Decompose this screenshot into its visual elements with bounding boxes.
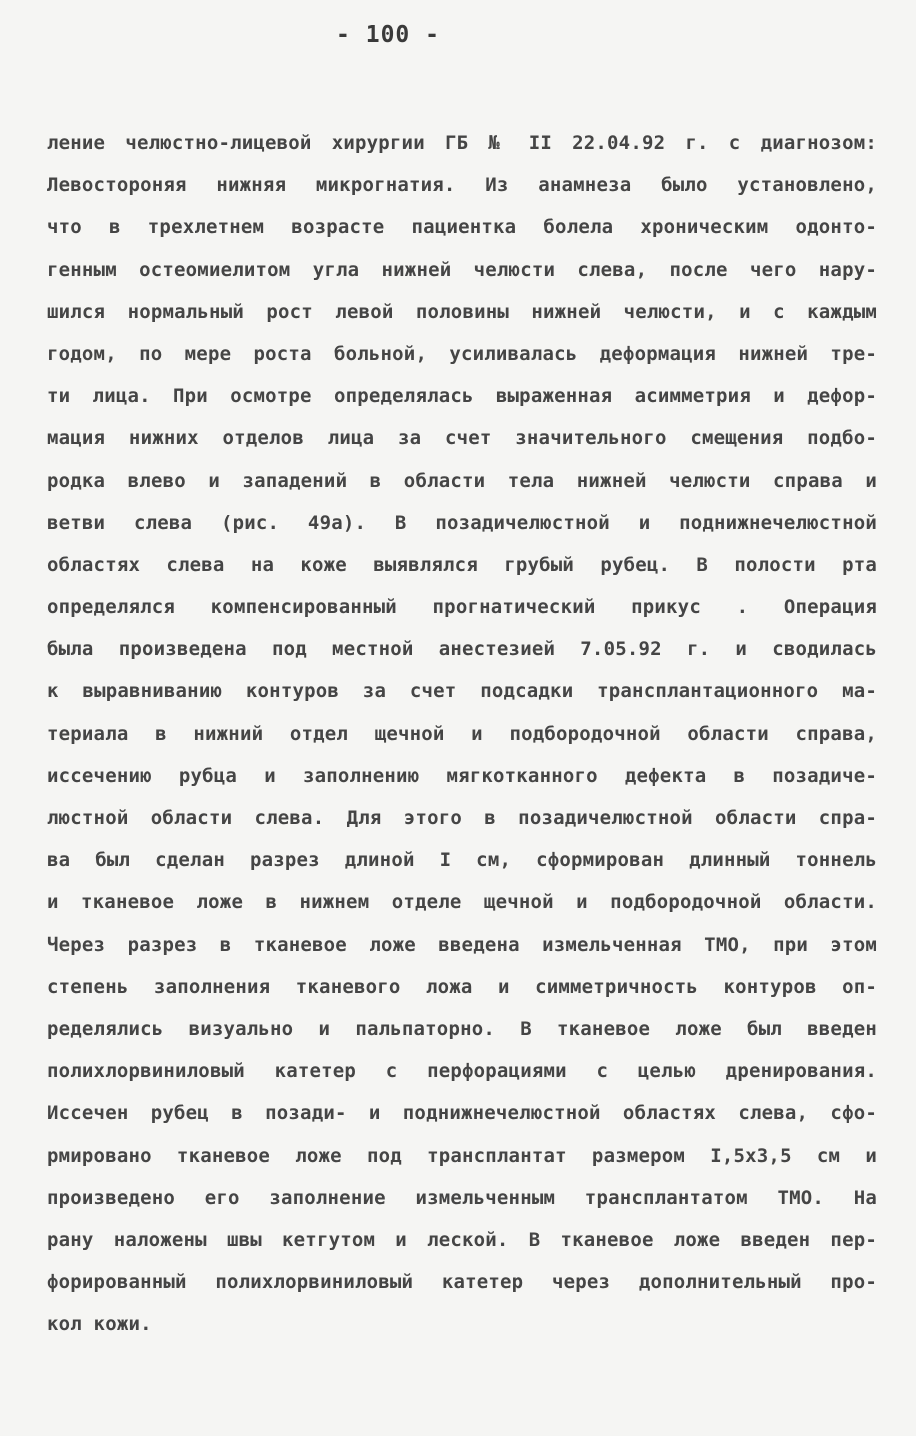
text-line: Иссечен рубец в позади- и поднижнечелюстной областях слева, сфо-: [47, 1102, 877, 1125]
text-line: рану наложены швы кетгутом и леской. В тканевое ложе введен пер-: [47, 1228, 877, 1251]
text-line: териала в нижний отдел щечной и подбородочной области справа,: [47, 722, 877, 745]
text-line: была произведена под местной анестезией 7.05.92 г. и сводилась: [47, 638, 877, 661]
text-line: ва был сделан разрез длиной I см, сформирован длинный тоннель: [47, 849, 877, 872]
text-line: кол кожи.: [47, 1313, 152, 1336]
text-line: люстной области слева. Для этого в позадичелюстной области спра-: [47, 807, 877, 829]
text-line: генным остеомиелитом угла нижней челюсти слева, после чего нару-: [47, 258, 877, 281]
text-line: ределялись визуально и пальпаторно. В тканевое ложе был введен: [47, 1017, 877, 1040]
text-line: произведено его заполнение измельченным трансплантатом ТМО. На: [47, 1186, 877, 1209]
text-line: степень заполнения тканевого ложа и симметричность контуров оп-: [47, 975, 877, 998]
text-line: форированный полихлорвиниловый катетер через дополнительный про-: [47, 1271, 877, 1294]
text-line: Через разрез в тканевое ложе введена измельченная ТМО, при этом: [47, 933, 877, 956]
text-line: и тканевое ложе в нижнем отделе щечной и подбородочной области.: [47, 891, 877, 914]
text-line: ление челюстно-лицевой хирургии ГБ № II 22.04.92 г. с диагнозом:: [47, 132, 877, 154]
text-line: полихлорвиниловый катетер с перфорациями с целью дренирования.: [47, 1060, 877, 1083]
text-line: годом, по мере роста больной, усиливалась деформация нижней тре-: [47, 342, 877, 365]
text-line: ветви слева (рис. 49а). В позадичелюстной и поднижнечелюстной: [47, 511, 877, 534]
text-line: рмировано тканевое ложе под трансплантат размером I,5х3,5 см и: [47, 1144, 877, 1167]
text-line: шился нормальный рост левой половины нижней челюсти, и с каждым: [47, 300, 877, 323]
text-line: Левостороняя нижняя микрогнатия. Из анамнеза было установлено,: [47, 174, 877, 197]
text-line: определялся компенсированный прогнатический прикус . Операция: [47, 596, 877, 619]
text-line: областях слева на коже выявлялся грубый рубец. В полости рта: [47, 553, 877, 576]
text-line: родка влево и западений в области тела нижней челюсти справа и: [47, 469, 877, 492]
text-line: к выравниванию контуров за счет подсадки трансплантационного ма-: [47, 680, 877, 703]
body-text: [47, 128, 877, 1351]
text-line: иссечению рубца и заполнению мягкотканного дефекта в позадиче-: [47, 764, 877, 787]
text-line: ти лица. При осмотре определялась выраженная асимметрия и дефор-: [47, 385, 877, 408]
text-line: мация нижних отделов лица за счет значительного смещения подбо-: [47, 427, 877, 450]
page-number: - 100 -: [336, 22, 440, 48]
text-line: что в трехлетнем возрасте пациентка болела хроническим одонто-: [47, 216, 877, 239]
